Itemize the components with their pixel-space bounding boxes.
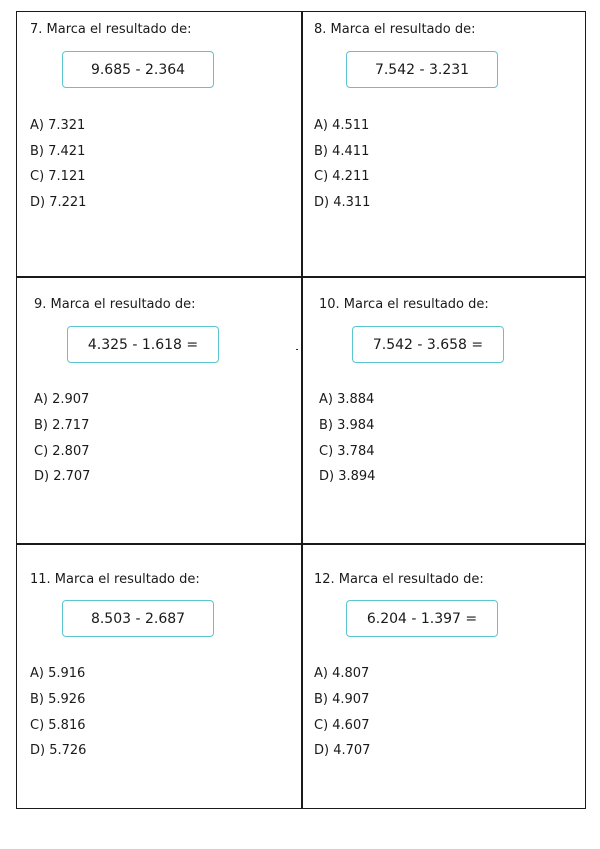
stray-mark (296, 349, 298, 350)
option-c[interactable]: C) 2.807 (34, 444, 90, 459)
option-b[interactable]: B) 4.907 (314, 692, 370, 707)
option-d[interactable]: D) 3.894 (319, 469, 376, 484)
operation-box: 9.685 - 2.364 (62, 51, 214, 88)
option-b[interactable]: B) 7.421 (30, 144, 86, 159)
grid-divider-horizontal (16, 543, 586, 545)
option-a[interactable]: A) 4.511 (314, 118, 370, 133)
operation-box: 6.204 - 1.397 = (346, 600, 498, 637)
question-title: 7. Marca el resultado de: (30, 22, 192, 37)
option-a[interactable]: A) 4.807 (314, 666, 370, 681)
option-c[interactable]: C) 4.211 (314, 169, 370, 184)
question-title: 9. Marca el resultado de: (34, 297, 196, 312)
grid-divider-vertical (301, 11, 303, 809)
option-d[interactable]: D) 7.221 (30, 195, 87, 210)
operation-box: 4.325 - 1.618 = (67, 326, 219, 363)
operation-box: 7.542 - 3.658 = (352, 326, 504, 363)
option-b[interactable]: B) 5.926 (30, 692, 86, 707)
option-b[interactable]: B) 2.717 (34, 418, 90, 433)
option-b[interactable]: B) 3.984 (319, 418, 375, 433)
question-title: 8. Marca el resultado de: (314, 22, 476, 37)
option-a[interactable]: A) 7.321 (30, 118, 86, 133)
operation-box: 8.503 - 2.687 (62, 600, 214, 637)
question-title: 11. Marca el resultado de: (30, 572, 200, 587)
grid-divider-horizontal (16, 276, 586, 278)
question-title: 10. Marca el resultado de: (319, 297, 489, 312)
option-d[interactable]: D) 5.726 (30, 743, 87, 758)
option-b[interactable]: B) 4.411 (314, 144, 370, 159)
option-a[interactable]: A) 3.884 (319, 392, 375, 407)
option-d[interactable]: D) 4.707 (314, 743, 371, 758)
option-c[interactable]: C) 3.784 (319, 444, 375, 459)
option-a[interactable]: A) 5.916 (30, 666, 86, 681)
operation-box: 7.542 - 3.231 (346, 51, 498, 88)
option-c[interactable]: C) 5.816 (30, 718, 86, 733)
option-d[interactable]: D) 2.707 (34, 469, 91, 484)
option-a[interactable]: A) 2.907 (34, 392, 90, 407)
option-d[interactable]: D) 4.311 (314, 195, 371, 210)
option-c[interactable]: C) 4.607 (314, 718, 370, 733)
option-c[interactable]: C) 7.121 (30, 169, 86, 184)
question-title: 12. Marca el resultado de: (314, 572, 484, 587)
